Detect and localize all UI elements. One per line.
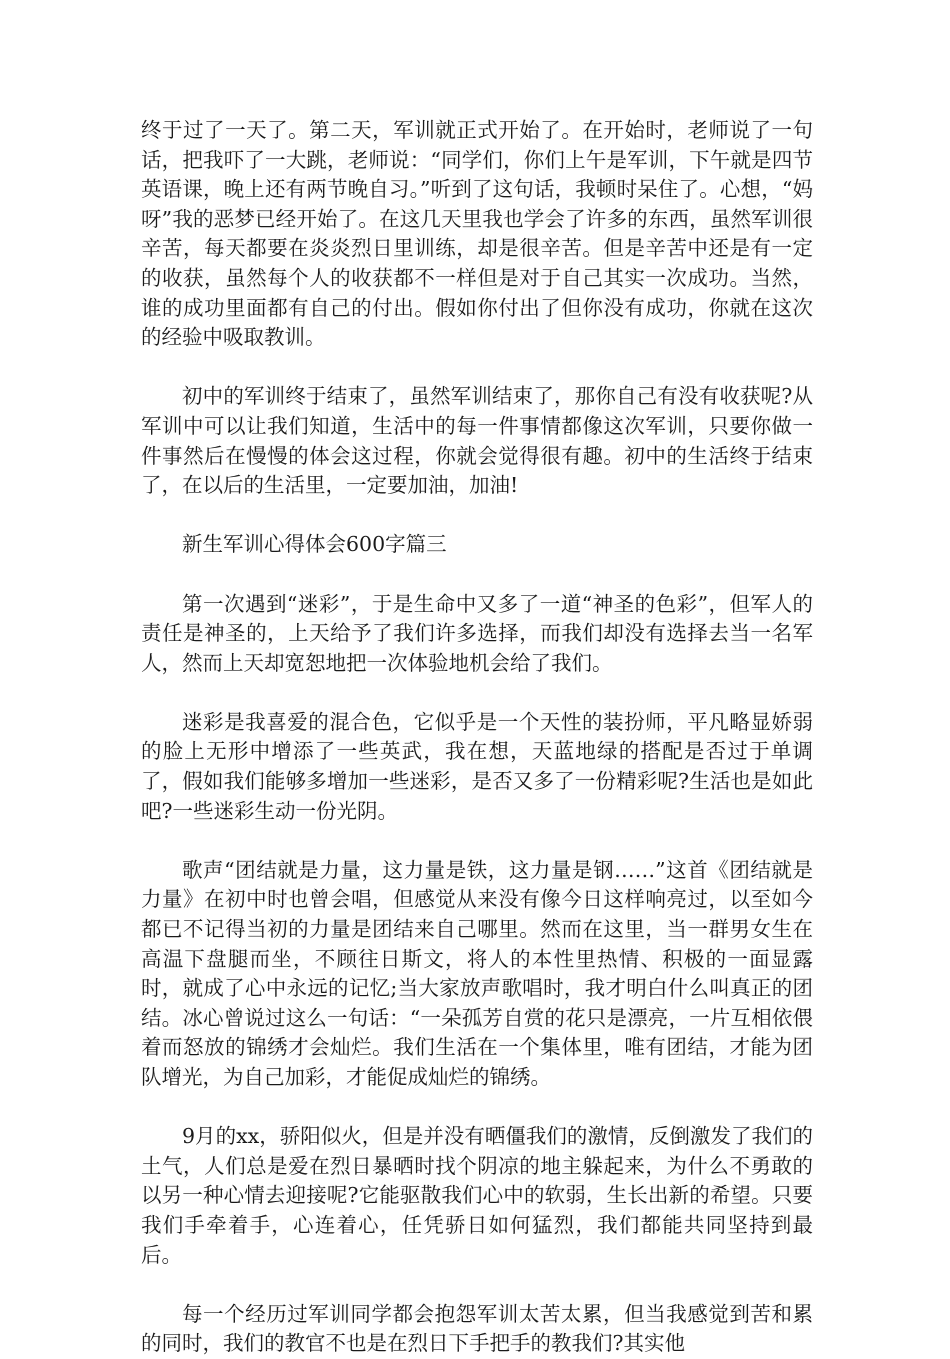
paragraph-camouflage-first: 第一次遇到“迷彩”，于是生命中又多了一道“神圣的色彩”，但军人的责任是神圣的，上天给予了我们许多选择，而我们却没有选择去当一名军人，然而上天却宽恕地把一次体验地机会给了我们。 xyxy=(141,591,813,675)
document-page xyxy=(141,116,813,1359)
paragraph-junior-high-ending: 初中的军训终于结束了，虽然军训结束了，那你自己有没有收获呢?从军训中可以让我们知道，生活中的每一件事情都像这次军训，只要你做一件事然后在慢慢的体会这过程，你就会觉得很有趣。初中的生活终于结束了，在以后的生活里，一定要加油，加油! xyxy=(141,384,813,498)
paragraph-continuation: 终于过了一天了。第二天，军训就正式开始了。在开始时，老师说了一句话，把我吓了一大跳，老师说：“同学们，你们上午是军训，下午就是四节英语课，晚上还有两节晚自习。”听到了这句话，我顿时呆住了。心想，“妈呀”我的恶梦已经开始了。在这几天里我也学会了许多的东西，虽然军训很辛苦，每天都要在炎炎烈日里训练，却是很辛苦。但是辛苦中还是有一定的收获，虽然每个人的收获都不一样但是对于自己其实一次成功。当然，谁的成功里面都有自己的付出。假如你付出了但你没有成功，你就在这次的经验中吸取教训。 xyxy=(141,118,813,350)
paragraph-instructors: 每一个经历过军训同学都会抱怨军训太苦太累，但当我感觉到苦和累的同时，我们的教官不也是在烈日下手把手的教我们?其实他 xyxy=(141,1301,813,1356)
paragraph-camouflage-color: 迷彩是我喜爱的混合色，它似乎是一个天性的装扮师，平凡略显娇弱的脸上无形中增添了一些英武，我在想，天蓝地绿的搭配是否过于单调了，假如我们能够多增加一些迷彩，是否又多了一份精彩呢?生活也是如此吧?一些迷彩生动一份光阴。 xyxy=(141,709,813,823)
paragraph-september: 9月的xx，骄阳似火，但是并没有晒僵我们的激情，反倒激发了我们的土气，人们总是爱在烈日暴晒时找个阴凉的地主躲起来，为什么不勇敢的以另一种心情去迎接呢?它能驱散我们心中的软弱，生长出新的希望。只要我们手牵着手，心连着心，任凭骄日如何猛烈，我们都能共同坚持到最后。 xyxy=(141,1124,813,1267)
paragraph-unity-song: 歌声“团结就是力量，这力量是铁，这力量是钢……”这首《团结就是力量》在初中时也曾会唱，但感觉从来没有像今日这样响亮过，以至如今都已不记得当初的力量是团结来自己哪里。然而在这里，当一群男女生在高温下盘腿而坐，不顾往日斯文，将人的本性里热情、积极的一面显露时，就成了心中永远的记忆;当大家放声歌唱时，我才明白什么叫真正的团结。冰心曾说过这么一句话：“一朵孤芳自赏的花只是漂亮，一片互相依偎着而怒放的锦绣才会灿烂。我们生活在一个集体里，唯有团结，才能为团队增光，为自己加彩，才能促成灿烂的锦绣。 xyxy=(141,857,813,1089)
section-heading: 新生军训心得体会600字篇三 xyxy=(182,532,447,557)
